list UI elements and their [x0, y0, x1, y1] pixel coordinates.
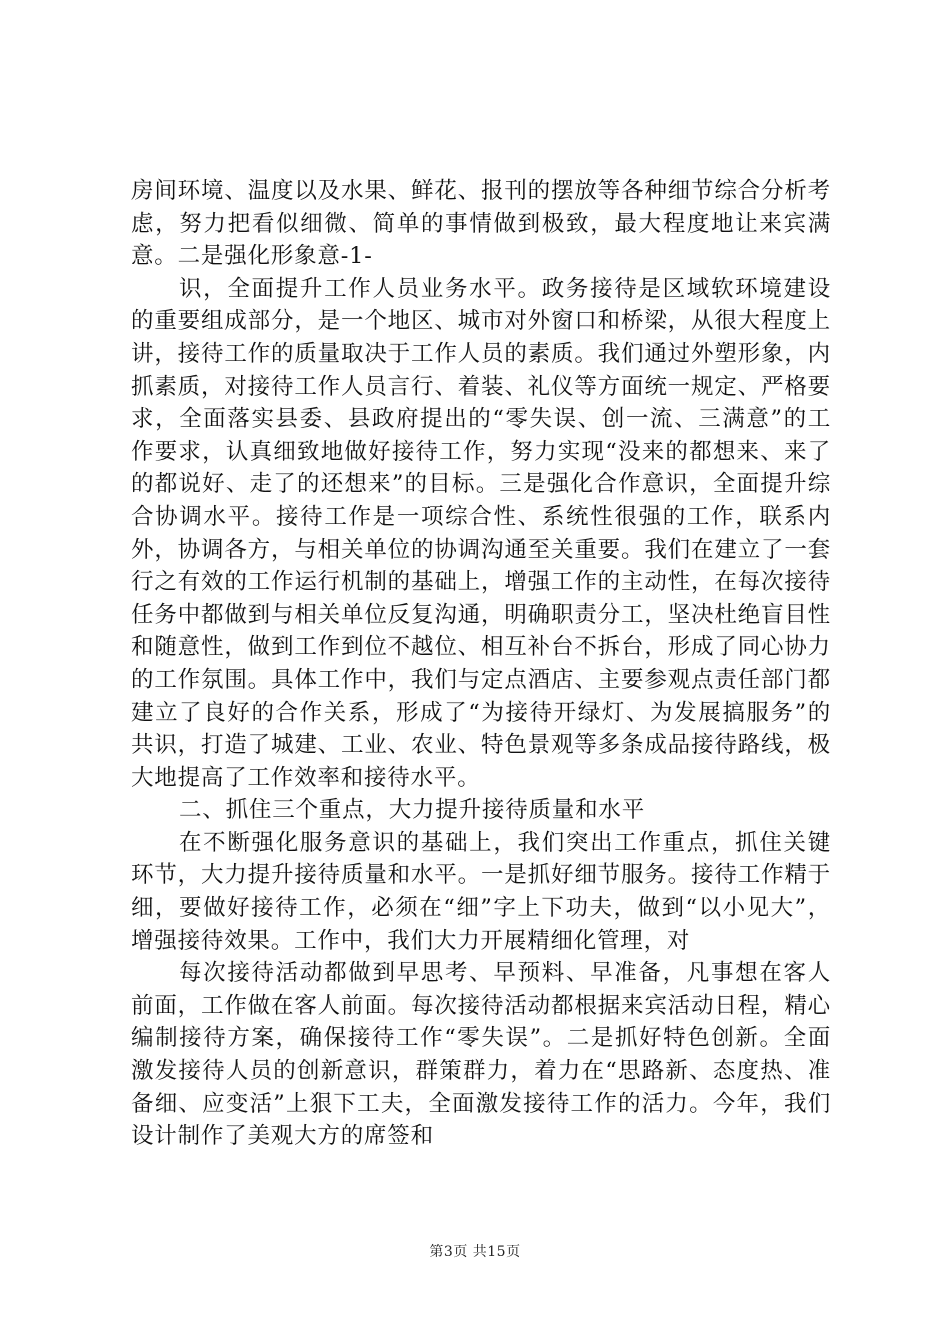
paragraph-1: 房间环境、温度以及水果、鲜花、报刊的摆放等各种细节综合分析考虑，努力把看似细微、简单的事情做到极致，最大程度地让来宾满意。二是强化形象意-1-	[131, 178, 831, 270]
page-number: 3	[443, 1244, 454, 1260]
paragraph-2: 识，全面提升工作人员业务水平。政务接待是区域软环境建设的重要组成部分，是一个地区、城市对外窗口和桥梁，从很大程度上讲，接待工作的质量取决于工作人员的素质。我们通过外塑形象，内抓素质，对接待工作人员言行、着装、礼仪等方面统一规定、严格要求，全面落实县委、县政府提出的“零失误、创一流、三满意”的工作要求，认真细致地做好接待工作，努力实现“没来的都想来、来了的都说好、走了的还想来”的目标。三是强化合作意识，全面提升综合协调水平。接待工作是一项综合性、系统性很强的工作，联系内外，协调各方，与相关单位的协调沟通至关重要。我们在建立了一套行之有效的工作运行机制的基础上，增强工作的主动性，在每次接待任务中都做到与相关单位反复沟通，明确职责分工，坚决杜绝盲目性和随意性，做到工作到位不越位、相互补台不拆台，形成了同心协力的工作氛围。具体工作中，我们与定点酒店、主要参观点责任部门都建立了良好的合作关系，形成了“为接待开绿灯、为发展搞服务”的共识，打造了城建、工业、农业、特色景观等多条成品接待路线，极大地提高了工作效率和接待水平。	[131, 275, 831, 791]
page-footer	[0, 1243, 950, 1261]
paragraph-3: 在不断强化服务意识的基础上，我们突出工作重点，抓住关键环节，大力提升接待质量和水平。一是抓好细节服务。接待工作精于细，要做好接待工作，必须在“细”字上下功夫，做到“以小见大”，增强接待效果。工作中，我们大力开展精细化管理，对	[131, 829, 831, 954]
document-body	[131, 175, 831, 1153]
total-pages: 15	[487, 1244, 507, 1260]
section-heading: 二、抓住三个重点，大力提升接待质量和水平	[179, 797, 646, 824]
paragraph-4: 每次接待活动都做到早思考、早预料、早准备，凡事想在客人前面，工作做在客人前面。每次接待活动都根据来宾活动日程，精心编制接待方案，确保接待工作“零失误”。二是抓好特色创新。全面激发接待人员的创新意识，群策群力，着力在“思路新、态度热、准备细、应变活”上狠下工夫，全面激发接待工作的活力。今年，我们设计制作了美观大方的席签和	[131, 960, 831, 1150]
page-suffix: 页	[453, 1244, 468, 1260]
total-label: 共	[472, 1244, 488, 1260]
total-suffix: 页	[506, 1244, 521, 1260]
page-label: 第	[429, 1244, 444, 1260]
